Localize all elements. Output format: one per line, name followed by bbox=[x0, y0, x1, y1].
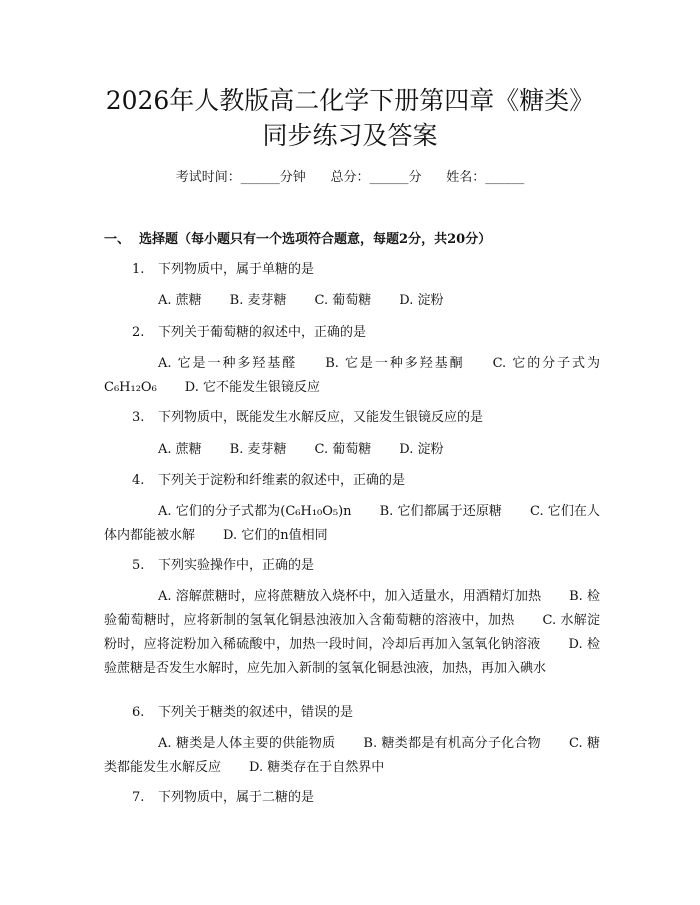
question-5 bbox=[132, 556, 314, 576]
document-title: 2026年人教版高二化学下册第四章《糖类》 bbox=[105, 86, 595, 115]
question-number: 2. bbox=[132, 325, 145, 340]
question-5-options bbox=[104, 585, 600, 681]
option-a: A. 溶解蔗糖时，应将蔗糖放入烧杯中，加入适量水，用酒精灯加热 bbox=[158, 589, 542, 604]
question-number: 5. bbox=[132, 558, 145, 573]
option-a: A. 它是一种多羟基醛 bbox=[158, 356, 298, 371]
question-number: 7. bbox=[132, 790, 145, 805]
option-a: A. 蔗糖 bbox=[158, 293, 202, 308]
question-6 bbox=[132, 703, 353, 723]
option-c: C. 它们在人体内都能被水解 bbox=[104, 504, 600, 543]
option-d: D. 它不能发生银镜反应 bbox=[184, 380, 321, 395]
question-stem: 下列物质中，属于单糖的是 bbox=[158, 262, 315, 277]
question-stem: 下列关于淀粉和纤维素的叙述中，正确的是 bbox=[158, 473, 406, 488]
question-1-options bbox=[158, 291, 443, 311]
question-number: 1. bbox=[132, 262, 145, 277]
option-c: C. 糖类都能发生水解反应 bbox=[104, 736, 601, 775]
option-d: D. 它们的n值相同 bbox=[223, 528, 328, 543]
question-4-options bbox=[104, 500, 600, 548]
question-stem: 下列关于葡萄糖的叙述中，正确的是 bbox=[158, 325, 367, 340]
question-4 bbox=[132, 471, 405, 491]
question-stem: 下列物质中，属于二糖的是 bbox=[158, 790, 315, 805]
option-c: C. 它的分子式为C₆H₁₂O₆ bbox=[104, 356, 601, 395]
question-number: 3. bbox=[132, 410, 145, 425]
question-number: 6. bbox=[132, 705, 145, 720]
question-6-options bbox=[104, 732, 600, 780]
option-d: D. 糖类存在于自然界中 bbox=[249, 760, 385, 775]
option-d: D. 检验蔗糖是否发生水解时，应先加入新制的氢氧化铜悬浊液，加热，再加入碘水 bbox=[104, 637, 600, 676]
option-a: A. 蔗糖 bbox=[158, 442, 202, 457]
option-d: D. 淀粉 bbox=[399, 442, 444, 457]
question-3-options bbox=[158, 440, 443, 460]
option-b: B. 检验葡萄糖时，应将新制的氢氧化铜悬浊液加入含葡萄糖的溶液中，加热 bbox=[104, 589, 600, 628]
question-number: 4. bbox=[132, 473, 145, 488]
option-b: B. 糖类都是有机高分子化合物 bbox=[363, 736, 541, 751]
option-c: C. 葡萄糖 bbox=[314, 442, 372, 457]
document-subtitle: 同步练习及答案 bbox=[262, 121, 438, 150]
option-a: A. 它们的分子式都为(C₆H₁₀O₅)n bbox=[158, 504, 352, 519]
option-a: A. 糖类是人体主要的供能物质 bbox=[158, 736, 336, 751]
question-3 bbox=[132, 408, 483, 428]
exam-info-line: 考试时间：______分钟 总分：______分 姓名：______ bbox=[175, 170, 525, 185]
question-2 bbox=[132, 323, 366, 343]
question-2-options bbox=[104, 352, 600, 400]
question-stem: 下列实验操作中，正确的是 bbox=[158, 558, 315, 573]
question-1 bbox=[132, 260, 314, 280]
question-7 bbox=[132, 788, 314, 808]
question-stem: 下列物质中，既能发生水解反应，又能发生银镜反应的是 bbox=[158, 410, 484, 425]
option-b: B. 它是一种多羟基酮 bbox=[325, 356, 465, 371]
option-c: C. 葡萄糖 bbox=[314, 293, 372, 308]
option-b: B. 麦芽糖 bbox=[229, 442, 287, 457]
option-b: B. 它们都属于还原糖 bbox=[379, 504, 502, 519]
section-heading: 一、 选择题（每小题只有一个选项符合题意，每题2分，共20分） bbox=[104, 232, 492, 247]
option-d: D. 淀粉 bbox=[399, 293, 444, 308]
option-b: B. 麦芽糖 bbox=[229, 293, 287, 308]
option-c: C. 水解淀粉时，应将淀粉加入稀硫酸中，加热一段时间，冷却后再加入氢氧化钠溶液 bbox=[104, 613, 600, 652]
question-stem: 下列关于糖类的叙述中，错误的是 bbox=[158, 705, 354, 720]
